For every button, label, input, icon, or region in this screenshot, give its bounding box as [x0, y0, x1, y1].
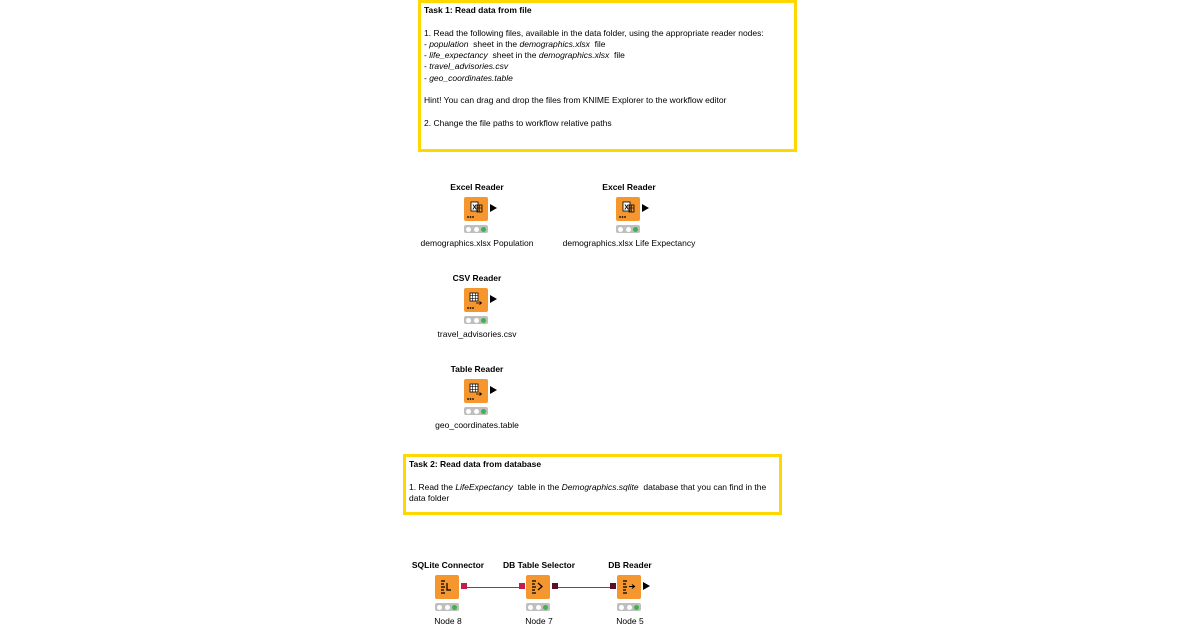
annotation-hint: Hint! You can drag and drop the files from KNIME Explorer to the workflow editor	[424, 95, 727, 106]
node-status-indicator	[617, 603, 641, 611]
db-icon[interactable]	[617, 575, 641, 599]
output-port[interactable]	[490, 386, 497, 394]
annotation-title: Task 2: Read data from database	[409, 459, 542, 469]
node-name: Excel Reader	[450, 182, 504, 192]
node-name: DB Reader	[608, 560, 652, 570]
node-label[interactable]: Node 5	[616, 616, 644, 626]
db-connection-input-port[interactable]	[519, 583, 525, 589]
node-label[interactable]: travel_advisories.csv	[437, 329, 517, 339]
output-port[interactable]	[490, 295, 497, 303]
output-port[interactable]	[643, 582, 650, 590]
annotation-title: Task 1: Read data from file	[424, 5, 532, 15]
node-label[interactable]: geo_coordinates.table	[435, 420, 519, 430]
annotation-list-item: - population sheet in the demographics.xlsx file	[424, 38, 606, 49]
node-status-indicator	[464, 225, 488, 233]
node-status-indicator	[464, 407, 488, 415]
annotation-list-item: - geo_coordinates.table	[424, 72, 513, 83]
node-name: SQLite Connector	[411, 560, 485, 570]
svg-text:X: X	[472, 204, 477, 212]
db-icon[interactable]	[435, 575, 459, 599]
annotation-task-2[interactable]	[403, 454, 782, 515]
excel-icon[interactable]	[464, 197, 488, 221]
excel-icon[interactable]	[616, 197, 640, 221]
node-status-indicator	[526, 603, 550, 611]
node-label[interactable]: Node 8	[434, 616, 462, 626]
table-icon[interactable]	[464, 288, 488, 312]
node-label[interactable]: demographics.xlsx Population	[420, 238, 534, 248]
node-status-indicator	[464, 316, 488, 324]
output-port[interactable]	[642, 204, 649, 212]
node-label[interactable]: demographics.xlsx Life Expectancy	[562, 238, 696, 248]
table-icon[interactable]	[464, 379, 488, 403]
annotation-list-item: - travel_advisories.csv	[424, 61, 509, 72]
node-status-indicator	[435, 603, 459, 611]
db-connection-output-port[interactable]	[461, 583, 467, 589]
node-name: CSV Reader	[452, 273, 502, 283]
output-port[interactable]	[490, 204, 497, 212]
annotation-text: 1. Read the following files, available in the data folder, using the appropriate reader nodes:	[424, 27, 764, 38]
node-name: Table Reader	[450, 364, 504, 374]
svg-text:X: X	[624, 204, 629, 212]
annotation-task-1[interactable]	[418, 0, 797, 152]
node-label[interactable]: Node 7	[525, 616, 553, 626]
annotation-text: 2. Change the file paths to workflow relative paths	[424, 117, 612, 128]
node-name: DB Table Selector	[502, 560, 576, 570]
annotation-list-item: - life_expectancy sheet in the demographics.xlsx file	[424, 50, 625, 61]
connection-line[interactable]	[557, 587, 612, 588]
node-name: Excel Reader	[602, 182, 656, 192]
connection-line[interactable]	[467, 587, 521, 588]
db-data-input-port[interactable]	[610, 583, 616, 589]
db-icon[interactable]	[526, 575, 550, 599]
db-data-output-port[interactable]	[552, 583, 558, 589]
node-status-indicator	[616, 225, 640, 233]
annotation-text: 1. Read the LifeExpectancy table in the Demographics.sqlite database that you can find in the data folder	[409, 481, 769, 503]
